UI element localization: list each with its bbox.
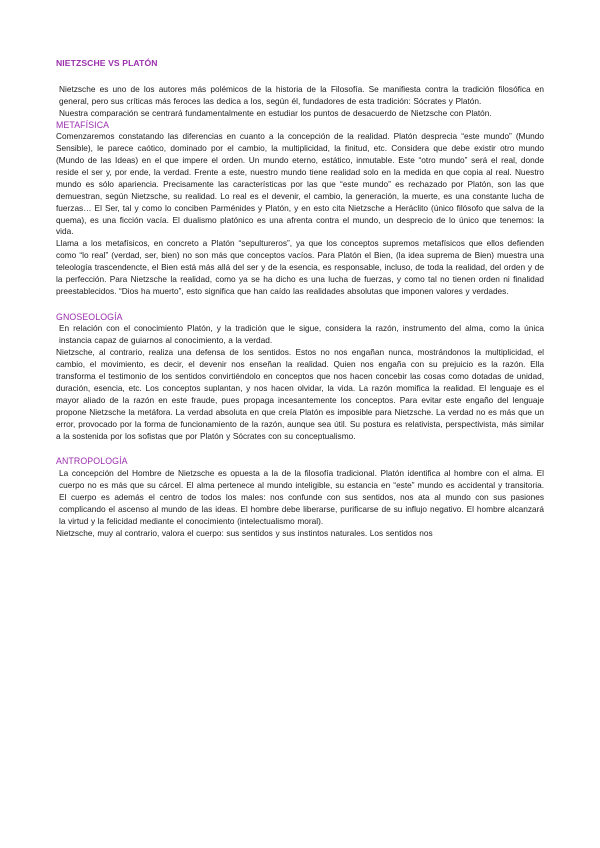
section-gap: [56, 442, 544, 456]
section-heading-antropologia: ANTROPOLOGÍA: [56, 456, 128, 467]
intro-paragraph-1: Nietzsche es uno de los autores más polémicos de la historia de la Filosofía. Se manifiesta contra la tradición filosófica en general, pero sus críticas más feroces las dedica a los, según él, fundadores de esta tradición: Sócrates y Platón.: [59, 84, 544, 106]
antropologia-paragraph-1: La concepción del Hombre de Nietzsche es opuesta a la de la filosofía tradicional. Platón identifica al hombre con el alma. El cuerpo no es más que su cárcel. El alma pertenece al mundo inteligible, su estancia en “este” mundo es accidental y transitoria. El cuerpo es además el centro de todos los males: nos confunde con sus sentidos, nos ata al mundo con sus pasiones complicando el ascenso al mundo de las ideas. El hombre debe liberarse, purificarse de su influjo negativo. El hombre alcanzará la virtud y la felicidad mediante el conocimiento (intelectualismo moral).: [59, 467, 544, 526]
intro-paragraph-2: Nuestra comparación se centrará fundamentalmente en estudiar los puntos de desacuerdo de Nietzsche con Platón.: [59, 107, 492, 118]
document-title: NIETZSCHE VS PLATÓN: [56, 58, 158, 68]
gnoseologia-paragraph-1: En relación con el conocimiento Platón, y la tradición que le sigue, considera la razón, instrumento del alma, como la única instancia capaz de guiarnos al conocimiento, a la verdad.: [59, 323, 544, 346]
gnoseologia-paragraph-2: Nietzsche, al contrario, realiza una defensa de los sentidos. Estos no nos engañan nunca, mostrándonos la multiplicidad, el cambio, el movimiento, es decir, el devenir nos enseñan la realidad. Quien nos engaña con su prejuicio es la razón. Ella transforma el testimonio de los sentidos convirtiéndolo en conceptos que nos hacen concebir las cosas como dotadas de unidad, duración, esencia, etc. Los conceptos suplantan, y nos hacen olvidar, la vida. La razón momifica la realidad. El lenguaje es el mayor aliado de la razón en este fraude, pues propaga incesantemente los conceptos. Para evitar este engaño del lenguaje propone Nietzsche la metáfora. La verdad absoluta en que creía Platón es imposible para Nietzsche. La verdad no es más que un error, provocado por la forma de funcionamiento de la razón, aunque sea útil. Su postura es relativista, perspectivista, más similar a la sostenida por los sofistas que por Platón y Sócrates con su conceptualismo.: [56, 347, 544, 441]
section-heading-metafisica: METAFÍSICA: [56, 119, 110, 130]
metafisica-paragraph-2: Llama a los metafísicos, en concreto a Platón “sepultureros”, ya que los conceptos supremos metafísicos que ellos defienden como “lo real” (verdad, ser, bien) no son más que conceptos vacíos. Para Platón el Bien, (la idea suprema de Bien) muestra una teleología trascendencte, el Bien está más allá del ser y de la esencia, es responsable, incluso, de toda la realidad, del orden y de la perfección. Para Nietzsche la realidad, como ya se ha dicho es una lucha de fuerzas, y como tal no tienen orden ni finalidad preestablecidos. “Dios ha muerto”, esto significa que han caído las realidades absolutas que imponen valores y verdades.: [56, 238, 544, 296]
section-gap: [56, 298, 544, 312]
document-page: [56, 58, 544, 539]
antropologia-paragraph-2: Nietzsche, muy al contrario, valora el cuerpo: sus sentidos y sus instintos naturales. Los sentidos nos: [56, 527, 433, 538]
metafisica-paragraph-1: Comenzaremos constatando las diferencias en cuanto a la concepción de la realidad. Platón desprecia “este mundo” (Mundo Sensible), le parece caótico, dominado por el cambio, la multiplicidad, la finitud, etc. Considera que debe existir otro mundo (Mundo de las Ideas) en el que impere el orden. Un mundo eterno, estático, inmutable. Este “otro mundo” será el real, donde reside el ser y, por ende, la verdad. Frente a este, nuestro mundo tiene realidad solo en la medida en que copia al real. Nuestro mundo es sólo apariencia. Precisamente las características por las que “este mundo” es rechazado por Platón, son las que demuestran, según Nietzsche, su realidad. Lo real es el devenir, el cambio, la generación, la muerte, es una constante lucha de fuerzas… El Ser, tal y como lo conciben Parménides y Platón, y en esto cita Nietzsche a Heráclito (único filósofo que salva de la quema), es una ficción vacía. El dualismo platónico es una afrenta contra el mundo, un desprecio de lo único que tenemos: la vida.: [56, 131, 544, 237]
section-heading-gnoseologia: GNOSEOLOGÍA: [56, 311, 123, 322]
